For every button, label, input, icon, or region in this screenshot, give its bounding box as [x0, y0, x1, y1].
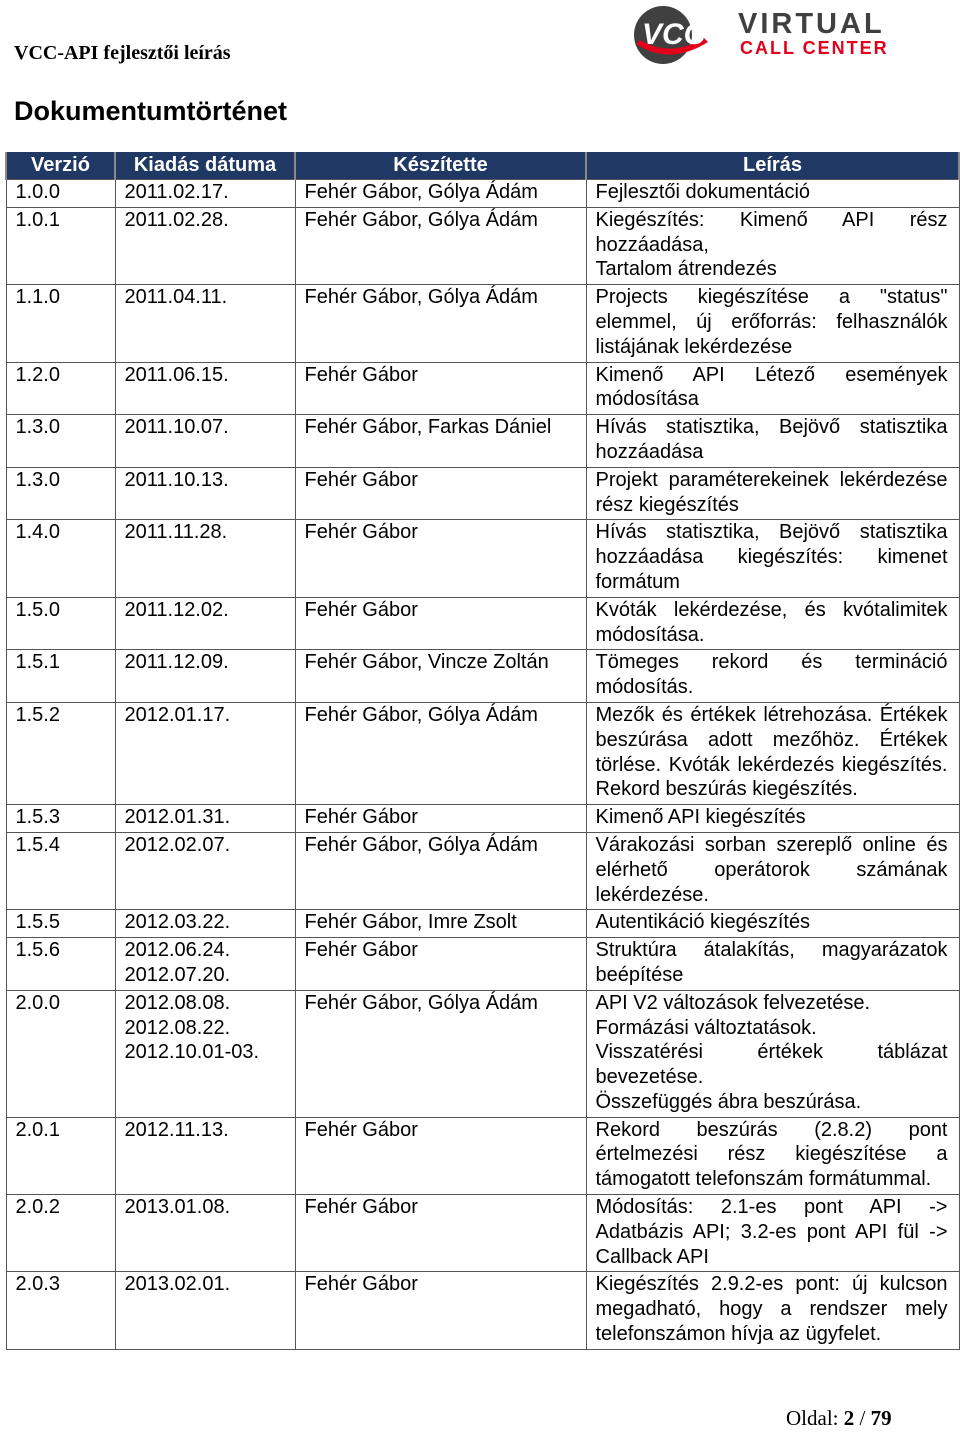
page-label: Oldal:: [786, 1406, 839, 1430]
description-cell: Hívás statisztika, Bejövő statisztika hozzáadása kiegészítés: kimenet formátum: [586, 520, 959, 597]
total-pages: 79: [870, 1406, 892, 1430]
running-title: VCC-API fejlesztői leírás: [14, 42, 231, 64]
table-row: [6, 1117, 959, 1194]
author-cell: Fehér Gábor, Gólya Ádám: [295, 285, 586, 362]
author-cell: Fehér Gábor, Gólya Ádám: [295, 990, 586, 1117]
author-cell: Fehér Gábor: [295, 1117, 586, 1194]
page-heading: Dokumentumtörténet: [14, 96, 288, 126]
description-cell: Kiegészítés 2.9.2-es pont: új kulcson megadható, hogy a rendszer mely telefonszámon hívja az ügyfelet.: [586, 1272, 959, 1349]
date-cell: 2011.12.09.: [115, 650, 295, 703]
version-cell: 1.4.0: [6, 520, 115, 597]
table-row: [6, 597, 959, 650]
description-cell: Mezők és értékek létrehozása. Értékek beszúrása adott mezőhöz. Értékek törlése. Kvóták lekérdezés kiegészítés. Rekord beszúrás kiegészítés.: [586, 702, 959, 804]
version-cell: 1.0.0: [6, 180, 115, 208]
table-row: [6, 650, 959, 703]
description-cell: Kimenő API Létező események módosítása: [586, 362, 959, 415]
description-cell: Struktúra átalakítás, magyarázatok beépítése: [586, 938, 959, 991]
author-cell: Fehér Gábor: [295, 1195, 586, 1272]
description-cell: Kimenő API kiegészítés: [586, 805, 959, 833]
column-header-description: Leírás: [586, 152, 959, 180]
table-row: [6, 1195, 959, 1272]
version-cell: 1.5.5: [6, 910, 115, 938]
date-cell: 2013.01.08.: [115, 1195, 295, 1272]
date-cell: 2011.11.28.: [115, 520, 295, 597]
date-cell: 2011.10.13.: [115, 467, 295, 520]
table-row: [6, 207, 959, 284]
description-cell: Módosítás: 2.1-es pont API -> Adatbázis API; 3.2-es pont API fül -> Callback API: [586, 1195, 959, 1272]
table-row: [6, 285, 959, 362]
table-row: [6, 938, 959, 991]
author-cell: Fehér Gábor: [295, 597, 586, 650]
date-cell: 2012.01.31.: [115, 805, 295, 833]
column-header-author: Készítette: [295, 152, 586, 180]
table-row: [6, 362, 959, 415]
version-cell: 1.5.6: [6, 938, 115, 991]
date-cell: 2012.01.17.: [115, 702, 295, 804]
description-cell: Rekord beszúrás (2.8.2) pont értelmezési rész kiegészítése a támogatott telefonszám formátummal.: [586, 1117, 959, 1194]
description-cell: Autentikáció kiegészítés: [586, 910, 959, 938]
version-cell: 2.0.1: [6, 1117, 115, 1194]
table-header-row: [6, 152, 959, 180]
author-cell: Fehér Gábor, Farkas Dániel: [295, 415, 586, 468]
table-row: [6, 910, 959, 938]
date-cell: 2011.02.17.: [115, 180, 295, 208]
table-row: [6, 702, 959, 804]
page-footer: [786, 1406, 892, 1431]
table-row: [6, 832, 959, 909]
date-cell: 2012.02.07.: [115, 832, 295, 909]
document-history-table: [5, 152, 960, 1350]
author-cell: Fehér Gábor, Gólya Ádám: [295, 702, 586, 804]
logo-mark: VCC: [642, 18, 706, 51]
vcc-logo: [630, 2, 900, 68]
column-header-version: Verzió: [6, 152, 115, 180]
date-cell: 2011.02.28.: [115, 207, 295, 284]
author-cell: Fehér Gábor: [295, 805, 586, 833]
table-row: [6, 805, 959, 833]
column-header-date: Kiadás dátuma: [115, 152, 295, 180]
table-row: [6, 1272, 959, 1349]
description-cell: Várakozási sorban szereplő online és elérhető operátorok számának lekérdezése.: [586, 832, 959, 909]
author-cell: Fehér Gábor, Gólya Ádám: [295, 180, 586, 208]
author-cell: Fehér Gábor: [295, 938, 586, 991]
date-cell: 2012.11.13.: [115, 1117, 295, 1194]
version-cell: 1.3.0: [6, 415, 115, 468]
date-cell: 2011.04.11.: [115, 285, 295, 362]
author-cell: Fehér Gábor, Imre Zsolt: [295, 910, 586, 938]
description-cell: Tömeges rekord és termináció módosítás.: [586, 650, 959, 703]
table-body: [6, 180, 959, 1350]
author-cell: Fehér Gábor: [295, 467, 586, 520]
description-cell: Projects kiegészítése a "status" elemmel, új erőforrás: felhasználók listájának lekérdezése: [586, 285, 959, 362]
logo-line2: CALL CENTER: [740, 38, 889, 58]
description-cell: Fejlesztői dokumentáció: [586, 180, 959, 208]
version-cell: 1.5.2: [6, 702, 115, 804]
date-cell: 2012.08.08. 2012.08.22. 2012.10.01-03.: [115, 990, 295, 1117]
version-cell: 2.0.3: [6, 1272, 115, 1349]
author-cell: Fehér Gábor: [295, 520, 586, 597]
author-cell: Fehér Gábor, Gólya Ádám: [295, 832, 586, 909]
version-cell: 1.1.0: [6, 285, 115, 362]
version-cell: 1.0.1: [6, 207, 115, 284]
author-cell: Fehér Gábor: [295, 1272, 586, 1349]
description-cell: Hívás statisztika, Bejövő statisztika hozzáadása: [586, 415, 959, 468]
author-cell: Fehér Gábor, Vincze Zoltán: [295, 650, 586, 703]
version-cell: 2.0.2: [6, 1195, 115, 1272]
table-row: [6, 520, 959, 597]
table-row: [6, 990, 959, 1117]
date-cell: 2013.02.01.: [115, 1272, 295, 1349]
version-cell: 1.2.0: [6, 362, 115, 415]
description-cell: Projekt paraméterekeinek lekérdezése rész kiegészítés: [586, 467, 959, 520]
table-row: [6, 180, 959, 208]
version-cell: 1.5.0: [6, 597, 115, 650]
description-cell: API V2 változások felvezetése. Formázási változtatások. Visszatérési értékek táblázat bevezetése. Összefüggés ábra beszúrása.: [586, 990, 959, 1117]
version-cell: 1.3.0: [6, 467, 115, 520]
version-cell: 1.5.3: [6, 805, 115, 833]
date-cell: 2011.10.07.: [115, 415, 295, 468]
author-cell: Fehér Gábor: [295, 362, 586, 415]
table-row: [6, 415, 959, 468]
version-cell: 2.0.0: [6, 990, 115, 1117]
version-cell: 1.5.1: [6, 650, 115, 703]
date-cell: 2011.12.02.: [115, 597, 295, 650]
current-page: 2: [843, 1406, 855, 1430]
version-cell: 1.5.4: [6, 832, 115, 909]
description-cell: Kiegészítés: Kimenő API rész hozzáadása, Tartalom átrendezés: [586, 207, 959, 284]
description-cell: Kvóták lekérdezése, és kvótalimitek módosítása.: [586, 597, 959, 650]
author-cell: Fehér Gábor, Gólya Ádám: [295, 207, 586, 284]
date-cell: 2012.06.24. 2012.07.20.: [115, 938, 295, 991]
date-cell: 2012.03.22.: [115, 910, 295, 938]
logo-line1: VIRTUAL: [738, 8, 885, 40]
page-separator: /: [859, 1406, 866, 1430]
date-cell: 2011.06.15.: [115, 362, 295, 415]
table-row: [6, 467, 959, 520]
